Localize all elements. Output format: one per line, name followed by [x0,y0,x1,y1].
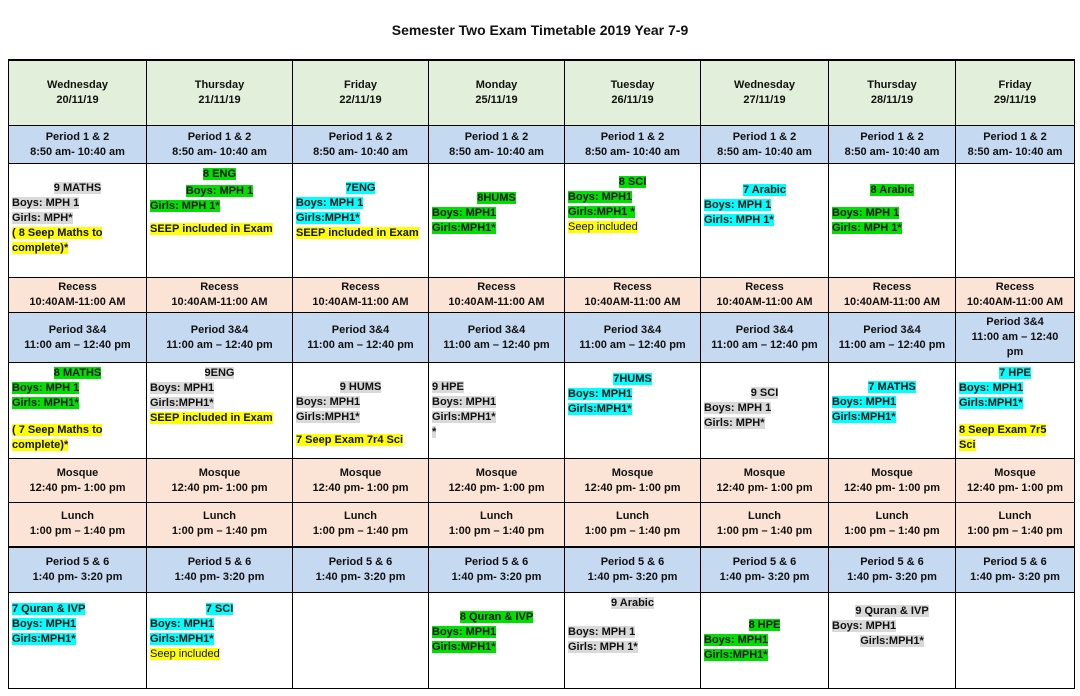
day-header: Tuesday 26/11/19 [565,60,701,126]
lunch-row [9,503,1075,547]
recess-cell: Recess 10:40AM-11:00 AM [9,278,147,313]
mosque-cell: Mosque 12:40 pm- 1:00 pm [956,459,1075,503]
mosque-cell: Mosque 12:40 pm- 1:00 pm [147,459,293,503]
period-cell: Period 3&4 11:00 am – 12:40 pm [147,313,293,363]
lunch-cell: Lunch 1:00 pm – 1:40 pm [293,503,429,547]
exam-cell: 7 Quran & IVP Boys: MPH1 Girls:MPH1* [9,593,147,689]
day-header: Monday 25/11/19 [429,60,565,126]
timetable-title: Semester Two Exam Timetable 2019 Year 7-9 [391,22,689,38]
period-cell: Period 5 & 6 1:40 pm- 3:20 pm [956,547,1075,593]
mosque-cell: Mosque 12:40 pm- 1:00 pm [829,459,956,503]
recess-cell: Recess 10:40AM-11:00 AM [429,278,565,313]
exam-cell: 9 HPE Boys: MPH1 Girls:MPH1* * [429,363,565,459]
period-cell: Period 1 & 2 8:50 am- 10:40 am [829,126,956,164]
mosque-cell: Mosque 12:40 pm- 1:00 pm [565,459,701,503]
exam-cell-empty [293,593,429,689]
exam-cell: 7 SCI Boys: MPH1 Girls:MPH1* Seep included [147,593,293,689]
period-cell: Period 3&4 11:00 am – 12:40 pm [9,313,147,363]
period-cell: Period 3&4 11:00 am – 12:40 pm [565,313,701,363]
recess-cell: Recess 10:40AM-11:00 AM [293,278,429,313]
period-5-6-row [9,547,1075,593]
period-1-2-row [9,126,1075,164]
lunch-cell: Lunch 1:00 pm – 1:40 pm [429,503,565,547]
period-cell: Period 3&4 11:00 am – 12:40 pm [293,313,429,363]
mosque-row [9,459,1075,503]
lunch-cell: Lunch 1:00 pm – 1:40 pm [565,503,701,547]
exam-cell: 7ENG Boys: MPH 1 Girls:MPH1* SEEP included in Exam [293,164,429,278]
period-cell: Period 1 & 2 8:50 am- 10:40 am [293,126,429,164]
exam-cell: 8 ENG Boys: MPH 1 Girls: MPH 1* SEEP included in Exam [147,164,293,278]
lunch-cell: Lunch 1:00 pm – 1:40 pm [701,503,829,547]
lunch-cell: Lunch 1:00 pm – 1:40 pm [9,503,147,547]
exam-cell: 8 Quran & IVP Boys: MPH1 Girls:MPH1* [429,593,565,689]
period-cell: Period 1 & 2 8:50 am- 10:40 am [147,126,293,164]
exam-cell: 8 Arabic Boys: MPH 1 Girls: MPH 1* [829,164,956,278]
exam-cell: 9 SCI Boys: MPH 1 Girls: MPH* [701,363,829,459]
period-cell: Period 5 & 6 1:40 pm- 3:20 pm [9,547,147,593]
recess-cell: Recess 10:40AM-11:00 AM [565,278,701,313]
period-3-4-row [9,313,1075,363]
day-header: Friday 29/11/19 [956,60,1075,126]
mosque-cell: Mosque 12:40 pm- 1:00 pm [701,459,829,503]
period-cell: Period 5 & 6 1:40 pm- 3:20 pm [293,547,429,593]
exam-row-3 [9,593,1075,689]
day-header: Thursday 28/11/19 [829,60,956,126]
exam-cell-empty [956,164,1075,278]
exam-cell: 9 Quran & IVP Boys: MPH1 Girls:MPH1* [829,593,956,689]
period-cell: Period 5 & 6 1:40 pm- 3:20 pm [429,547,565,593]
period-cell: Period 3&4 11:00 am – 12:40 pm [956,313,1075,363]
exam-cell: 8 MATHS Boys: MPH 1 Girls: MPH1* ( 7 Seep Maths to complete)* [9,363,147,459]
mosque-cell: Mosque 12:40 pm- 1:00 pm [429,459,565,503]
exam-cell: 9 HUMS Boys: MPH1 Girls:MPH1* 7 Seep Exam 7r4 Sci [293,363,429,459]
exam-row-2 [9,363,1075,459]
recess-row [9,278,1075,313]
recess-cell: Recess 10:40AM-11:00 AM [829,278,956,313]
day-header: Wednesday 27/11/19 [701,60,829,126]
period-cell: Period 1 & 2 8:50 am- 10:40 am [9,126,147,164]
exam-cell: 7 HPE Boys: MPH1 Girls:MPH1* 8 Seep Exam 7r5 Sci [956,363,1075,459]
exam-cell: 9 MATHS Boys: MPH 1 Girls: MPH* ( 8 Seep Maths to complete)* [9,164,147,278]
lunch-cell: Lunch 1:00 pm – 1:40 pm [956,503,1075,547]
period-cell: Period 5 & 6 1:40 pm- 3:20 pm [147,547,293,593]
exam-timetable [8,59,1075,689]
mosque-cell: Mosque 12:40 pm- 1:00 pm [9,459,147,503]
exam-cell: 8 SCI Boys: MPH1 Girls:MPH1 * Seep included [565,164,701,278]
exam-row-1 [9,164,1075,278]
recess-cell: Recess 10:40AM-11:00 AM [956,278,1075,313]
period-cell: Period 5 & 6 1:40 pm- 3:20 pm [829,547,956,593]
period-cell: Period 1 & 2 8:50 am- 10:40 am [565,126,701,164]
period-cell: Period 1 & 2 8:50 am- 10:40 am [956,126,1075,164]
exam-cell: 8HUMS Boys: MPH1 Girls:MPH1* [429,164,565,278]
exam-cell: 8 HPE Boys: MPH1 Girls:MPH1* [701,593,829,689]
header-row [9,60,1075,126]
period-cell: Period 1 & 2 8:50 am- 10:40 am [701,126,829,164]
period-cell: Period 3&4 11:00 am – 12:40 pm [829,313,956,363]
lunch-cell: Lunch 1:00 pm – 1:40 pm [147,503,293,547]
exam-cell: 7HUMS Boys: MPH1 Girls:MPH1* [565,363,701,459]
recess-cell: Recess 10:40AM-11:00 AM [147,278,293,313]
exam-cell: 7 MATHS Boys: MPH1 Girls:MPH1* [829,363,956,459]
period-cell: Period 5 & 6 1:40 pm- 3:20 pm [701,547,829,593]
day-header: Thursday 21/11/19 [147,60,293,126]
lunch-cell: Lunch 1:00 pm – 1:40 pm [829,503,956,547]
day-header: Friday 22/11/19 [293,60,429,126]
mosque-cell: Mosque 12:40 pm- 1:00 pm [293,459,429,503]
period-cell: Period 3&4 11:00 am – 12:40 pm [701,313,829,363]
day-header: Wednesday 20/11/19 [9,60,147,126]
exam-cell: 7 Arabic Boys: MPH 1 Girls: MPH 1* [701,164,829,278]
exam-cell-empty [956,593,1075,689]
period-cell: Period 5 & 6 1:40 pm- 3:20 pm [565,547,701,593]
period-cell: Period 3&4 11:00 am – 12:40 pm [429,313,565,363]
recess-cell: Recess 10:40AM-11:00 AM [701,278,829,313]
exam-cell: 9ENG Boys: MPH1 Girls:MPH1* SEEP included in Exam [147,363,293,459]
period-cell: Period 1 & 2 8:50 am- 10:40 am [429,126,565,164]
exam-cell: 9 Arabic Boys: MPH 1 Girls: MPH 1* [565,593,701,689]
